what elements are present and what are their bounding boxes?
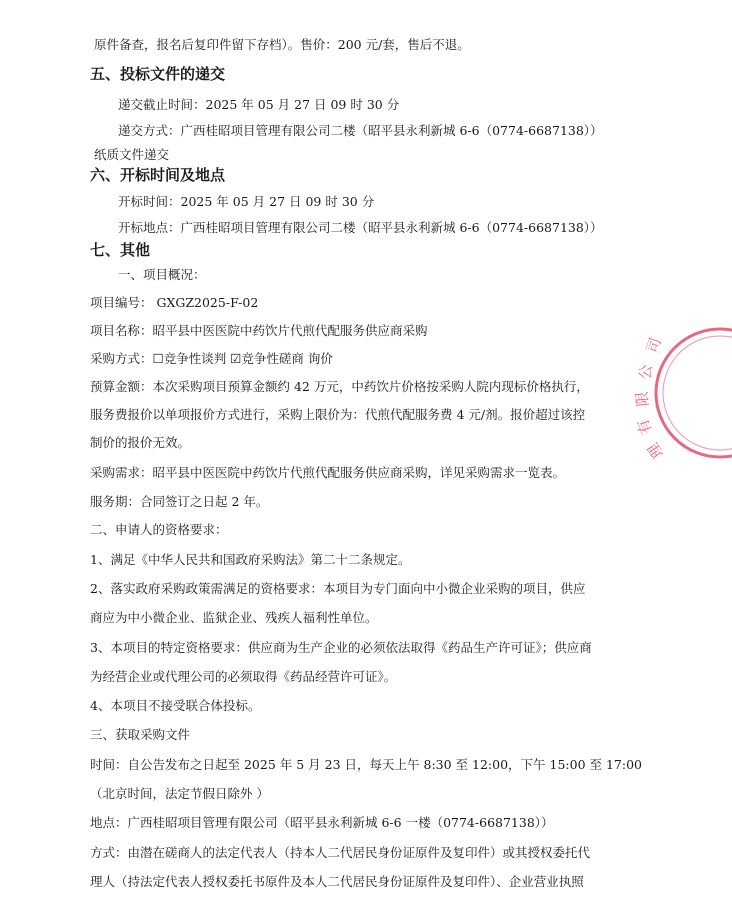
subheading-qualifications: 二、申请人的资格要求： [90,522,228,537]
text-line-requirements: 采购需求：昭平县中医医院中药饮片代煎代配服务供应商采购，详见采购需求一览表。 [90,465,566,480]
subheading-project-overview: 一、项目概况： [118,267,206,282]
subheading-obtain-documents: 三、获取采购文件 [90,727,191,742]
text-line-project-name: 项目名称：昭平县中医医院中药饮片代煎代配服务供应商采购 [90,323,428,338]
text-line-submission-method: 递交方式：广西桂昭项目管理有限公司二楼（昭平县永利新城 6-6（0774-6687138）） [118,123,603,138]
text-line-obtain-time-note: （北京时间，法定节假日除外 ） [90,786,269,801]
text-line-qual-4: 4、本项目不接受联合体投标。 [90,698,261,713]
svg-text:限: 限 [632,390,652,408]
text-line-opening-time: 开标时间：2025 年 05 月 27 日 09 时 30 分 [118,194,375,209]
text-line-obtain-time: 时间：自公告发布之日起至 2025 年 5 月 23 日，每天上午 8:30 至 12:00，下午 15:00 至 17:00 [90,757,642,772]
text-line-budget-end: 制价的报价无效。 [90,435,191,450]
text-line-project-number: 项目编号： GXGZ2025-F-02 [90,295,259,310]
svg-text:理: 理 [643,439,668,463]
svg-text:有: 有 [633,416,656,437]
section-heading-opening: 六、开标时间及地点 [90,166,226,184]
text-line-qual-2: 2、落实政府采购政策需满足的资格要求：本项目为专门面向中小微企业采购的项目，供应 [90,581,586,596]
text-line-budget-cont: 服务费报价以单项报价方式进行，采购上限价为：代煎代配服务费 4 元/剂。报价超过该控 [90,407,586,422]
company-seal-stamp [632,318,732,468]
text-line-deadline: 递交截止时间：2025 年 05 月 27 日 09 时 30 分 [118,97,400,112]
text-line-qual-3-cont: 为经营企业或代理公司的必须取得《药品经营许可证》。 [90,669,397,684]
text-line-budget: 预算金额：本次采购项目预算金额约 42 万元，中药饮片价格按采购人院内现标价格执行， [90,379,589,394]
text-line-obtain-place: 地点：广西桂昭项目管理有限公司（昭平县永利新城 6-6 一楼（0774-6687138）） [90,815,554,830]
text-line-obtain-method: 方式：由潜在磋商人的法定代表人（持本人二代居民身份证原件及复印件）或其授权委托代 [90,845,591,860]
text-line-paper-submission: 纸质文件递交 [94,147,170,162]
svg-text:司: 司 [642,335,665,356]
text-line-fee: 原件备查，报名后复印件留下存档）。售价：200 元/套，售后不退。 [94,37,470,52]
svg-text:公: 公 [636,363,656,381]
text-line-service-period: 服务期：合同签订之日起 2 年。 [90,494,269,509]
section-heading-bid-submission: 五、投标文件的递交 [90,65,226,83]
text-line-opening-place: 开标地点：广西桂昭项目管理有限公司二楼（昭平县永利新城 6-6（0774-6687138）） [118,220,603,235]
text-line-procurement-method: 采购方式：☐竞争性谈判 ☑竞争性磋商 询价 [90,351,333,366]
text-line-qual-2-cont: 商应为中小微企业、监狱企业、残疾人福利性单位。 [90,610,378,625]
text-line-qual-1: 1、满足《中华人民共和国政府采购法》第二十二条规定。 [90,552,411,567]
text-line-qual-3: 3、本项目的特定资格要求：供应商为生产企业的必须依法取得《药品生产许可证》；供应商 [90,640,592,655]
text-line-obtain-method-cont: 理人（持法定代表人授权委托书原件及本人二代居民身份证原件及复印件）、企业营业执照 [90,874,584,889]
section-heading-other: 七、其他 [90,241,151,259]
